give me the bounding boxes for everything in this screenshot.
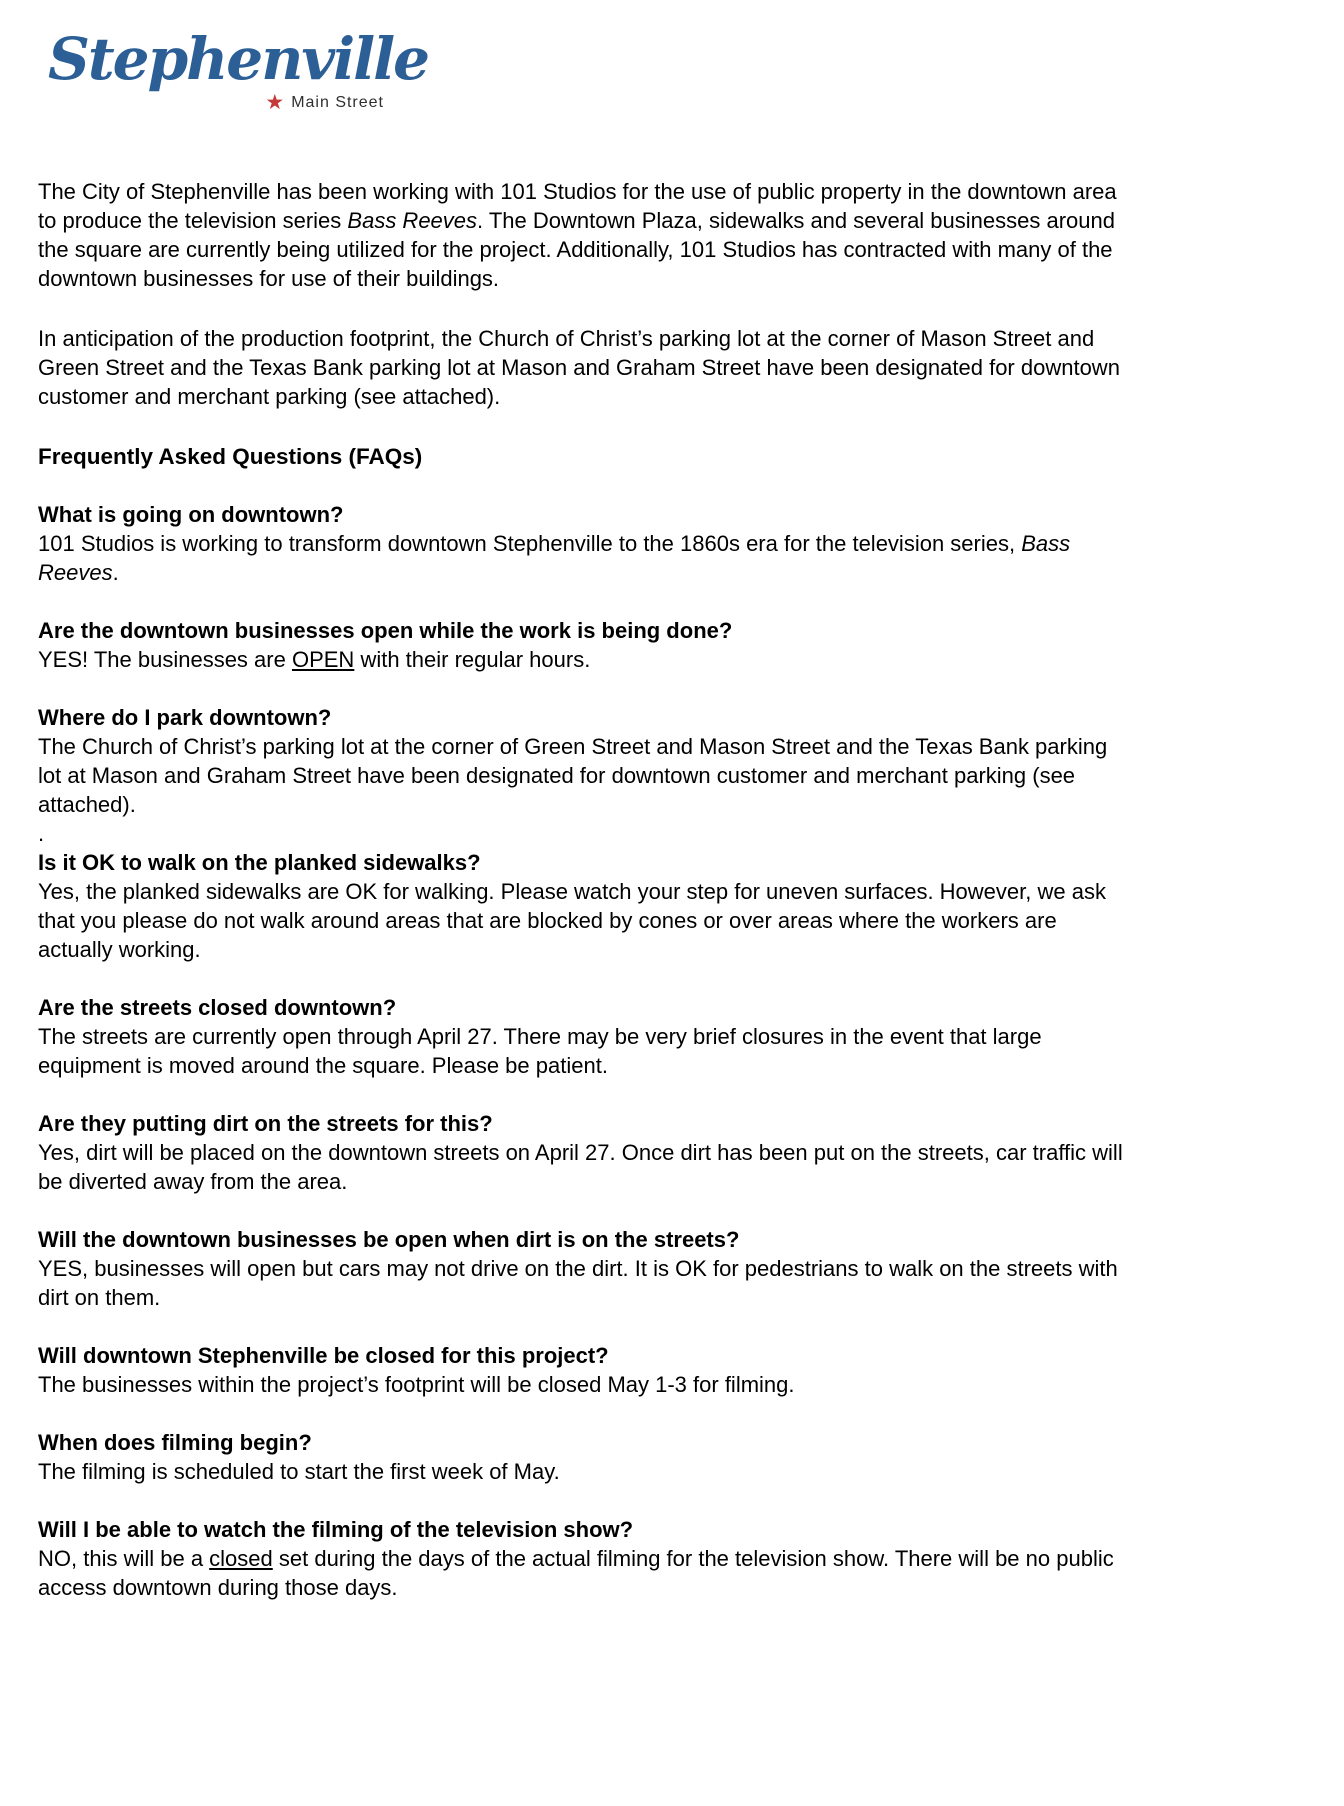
star-icon: ★ [265, 91, 285, 114]
faq-item [38, 1341, 1130, 1399]
faq-answer [38, 1138, 1130, 1196]
text-segment: Yes, the planked sidewalks are OK for walking. Please watch your step for uneven surfaces. However, we ask that you please do not walk around areas that are blocked by cones or over areas where the workers are actually working. [38, 879, 1106, 962]
brand-tagline-row [48, 92, 388, 113]
faq-answer [38, 732, 1130, 819]
text-segment: The filming is scheduled to start the first week of May. [38, 1459, 560, 1484]
faq-item [38, 1109, 1130, 1196]
text-segment: . The Downtown Plaza, sidewalks and several businesses around the square are currently being utilized for the project. Additionally, 101 Studios has contracted with many of the downtown businesses for use of their buildings. [38, 208, 1115, 291]
faq-item [38, 703, 1130, 848]
text-segment: The City of Stephenville has been working with 101 Studios for the use of public property in the downtown area to produce the television series [38, 179, 1117, 233]
text-segment: 101 Studios is working to transform downtown Stephenville to the 1860s era for the television series, [38, 531, 1022, 556]
text-segment: The streets are currently open through April 27. There may be very brief closures in the event that large equipment is moved around the square. Please be patient. [38, 1024, 1042, 1078]
brand-tagline: Main Street [291, 93, 384, 111]
faq-question: Are they putting dirt on the streets for this? [38, 1111, 493, 1136]
brand-wordmark: Stephenville [48, 25, 429, 93]
text-segment-italic: Bass Reeves [347, 208, 478, 233]
faq-answer [38, 1370, 1130, 1399]
intro-paragraph [38, 177, 1130, 293]
document-body [38, 177, 1130, 1602]
text-segment: The Church of Christ’s parking lot at the corner of Green Street and Mason Street and the Texas Bank parking lot at Mason and Graham Street have been designated for downtown customer and merchant parking (see attached). [38, 734, 1108, 817]
faq-item [38, 993, 1130, 1080]
faq-answer [38, 1544, 1130, 1602]
faq-answer [38, 1457, 1130, 1486]
faq-question: Will I be able to watch the filming of the television show? [38, 1517, 634, 1542]
faq-item [38, 1515, 1130, 1602]
faq-item [38, 500, 1130, 587]
stray-period: . [38, 821, 45, 846]
faq-question: Is it OK to walk on the planked sidewalks? [38, 850, 481, 875]
text-segment-underline: closed [209, 1546, 273, 1571]
faq-question: When does filming begin? [38, 1430, 312, 1455]
faq-answer [38, 1254, 1130, 1312]
faq-item [38, 1225, 1130, 1312]
faq-question: Will downtown Stephenville be closed for this project? [38, 1343, 609, 1368]
faq-question: What is going on downtown? [38, 502, 344, 527]
text-segment: with their regular hours. [354, 647, 591, 672]
text-segment-italic: Bass Reeves [38, 531, 1071, 585]
faq-answer [38, 645, 1130, 674]
text-segment-underline: OPEN [291, 647, 355, 672]
text-segment: NO, this will be a [38, 1546, 210, 1571]
faq-answer [38, 1022, 1130, 1080]
faq-item [38, 616, 1130, 674]
faq-answer [38, 529, 1130, 587]
text-segment: In anticipation of the production footprint, the Church of Christ’s parking lot at the corner of Mason Street and Green Street and the Texas Bank parking lot at Mason and Graham Street have been designated for downtown customer and merchant parking (see attached). [38, 326, 1120, 409]
text-segment: set during the days of the actual filming for the television show. There will be no public access downtown during those days. [38, 1546, 1114, 1600]
faq-question: Are the downtown businesses open while the work is being done? [38, 618, 733, 643]
brand-logo [48, 25, 429, 114]
text-segment: YES, businesses will open but cars may not drive on the dirt. It is OK for pedestrians to walk on the streets with dirt on them. [38, 1256, 1118, 1310]
faq-heading: Frequently Asked Questions (FAQs) [38, 444, 423, 469]
faq-answer [38, 877, 1130, 964]
faq-question: Where do I park downtown? [38, 705, 332, 730]
faq-item [38, 848, 1130, 964]
faq-question: Will the downtown businesses be open when dirt is on the streets? [38, 1227, 740, 1252]
text-segment: . [112, 560, 119, 585]
text-segment: The businesses within the project’s footprint will be closed May 1-3 for filming. [38, 1372, 795, 1397]
faq-question: Are the streets closed downtown? [38, 995, 397, 1020]
intro-paragraph [38, 324, 1130, 411]
text-segment: YES! The businesses are [38, 647, 292, 672]
faq-item [38, 1428, 1130, 1486]
text-segment: Yes, dirt will be placed on the downtown streets on April 27. Once dirt has been put on the streets, car traffic will be diverted away from the area. [38, 1140, 1123, 1194]
